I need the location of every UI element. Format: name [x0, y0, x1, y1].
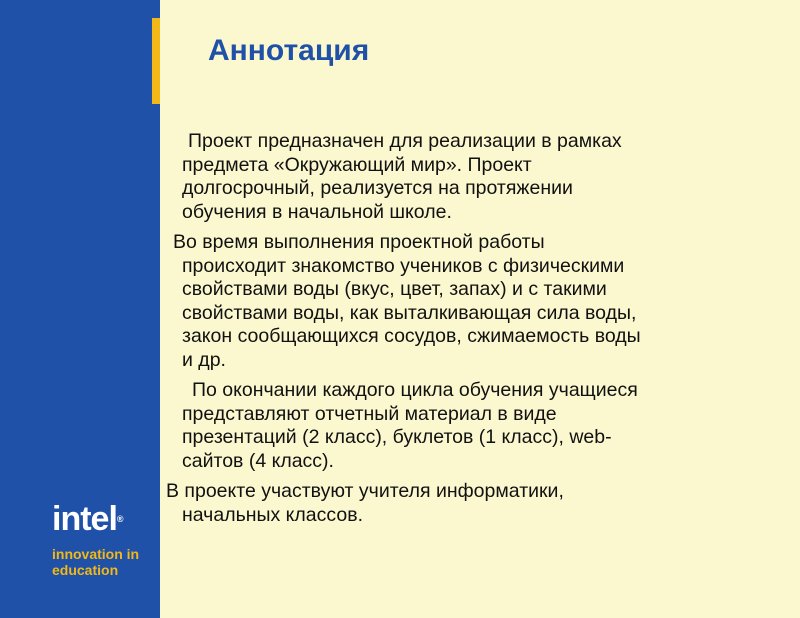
paragraph-2 [160, 231, 780, 372]
content-area [160, 0, 800, 618]
text-line: В проекте участвуют учителя информатики, [166, 480, 564, 502]
text-line: начальных классов. [182, 503, 363, 526]
annotation-body [160, 130, 780, 534]
text-line: закон сообщающихся сосудов, сжимаемость воды [182, 325, 641, 347]
text-line: предмета «Окружающий мир». Проект [182, 153, 532, 176]
text-line: долгосрочный, реализуется на протяжении [182, 177, 573, 199]
text-line: Проект предназначен для реализации в рамках [188, 130, 622, 152]
text-line: происходит знакомство учеников с физическими [182, 254, 625, 277]
intel-logo-mark [52, 502, 139, 536]
sidebar-panel [0, 0, 160, 618]
text-line: свойствами воды (вкус, цвет, запах) и с такими [182, 278, 607, 300]
paragraph-4 [160, 480, 780, 527]
text-line: По окончании каждого цикла обучения учащиеся [192, 379, 638, 401]
tagline-line-2: education [52, 562, 119, 578]
intel-logo [52, 502, 139, 578]
text-line: представляют отчетный материал в виде [182, 402, 557, 425]
registered-mark: ® [116, 514, 123, 524]
paragraph-1 [160, 130, 780, 224]
intel-logo-text: intel [52, 500, 117, 538]
slide-title: Аннотация [208, 34, 370, 67]
text-line: презентаций (2 класс), буклетов (1 класс), web- [182, 426, 612, 448]
text-line: обучения в начальной школе. [182, 200, 452, 223]
text-line: свойствами воды, как выталкивающая сила воды, [182, 301, 637, 324]
intel-logo-tagline [52, 546, 139, 578]
text-line: Во время выполнения проектной работы [173, 231, 545, 253]
paragraph-3 [160, 379, 780, 473]
text-line: сайтов (4 класс). [182, 449, 334, 472]
text-line: и др. [182, 348, 226, 371]
tagline-line-1: innovation in [52, 546, 140, 562]
